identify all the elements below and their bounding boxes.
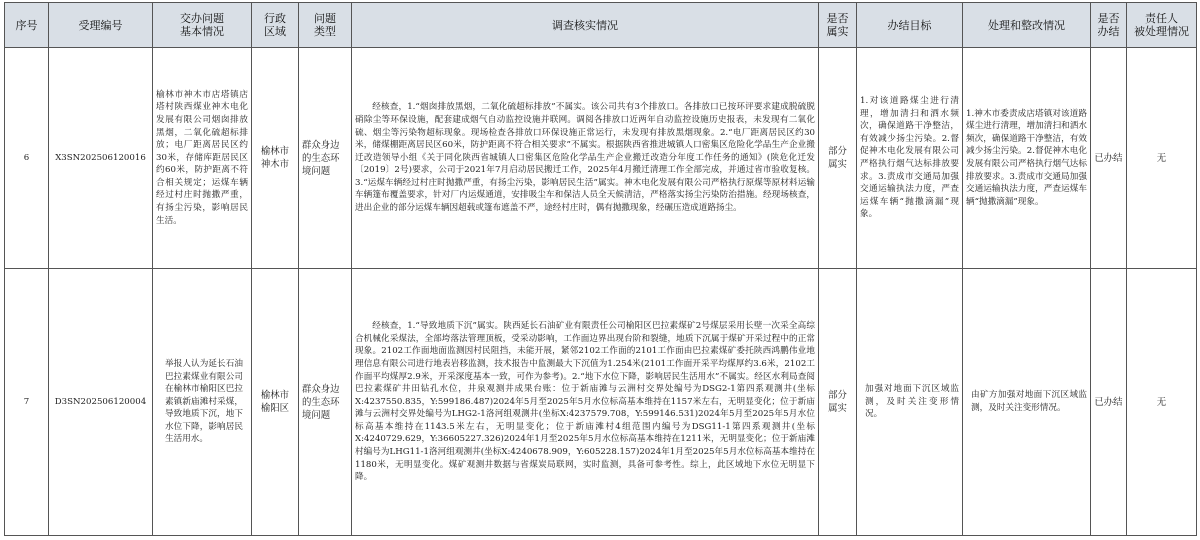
cell-issue: 举报人认为延长石油巴拉素煤业有限公司在榆林市榆阳区巴拉素镇新庙滩村采煤，导致地质下沉，地下水位下降，影响居民生活用水。 bbox=[153, 269, 252, 536]
cell-done: 已办结 bbox=[1091, 269, 1127, 536]
cell-done: 已办结 bbox=[1091, 48, 1127, 269]
header-type: 问题 类型 bbox=[299, 3, 352, 48]
verify-text: 经核查，1.“烟囱排放黑烟，二氧化硫超标排放”不属实。该公司共有3个排放口。各排放口已按环评要求建成脱硫脱硝除尘等环保设施，配套建成烟气自动监控设施并联网。调阅各排放口近两年自动监控设施历史报表，未发现有二氧化硫、烟尘等污染物超标现象。现场检查各排放口环保设施正常运行，未发现有排放黑烟现象。2.“电厂距离居民区约30米，储煤棚距离居民区60米，防护距离不符合相关要求”不属实。根据陕西省推进城镇人口密集区危险化学品生产企业搬迁改造领导小组《关于同化陕西省城镇人口密集区危险化学品生产企业搬迁改造分年度工作任务的通知》(陕危化迁发〔2019〕2号)要求，公司于2021年7月启动居民搬迁工作，2025年4月搬迁清理工作全部完成，并通过省市验收复核。3.“运煤车辆经过村庄时抛撒严重，有扬尘污染，影响居民生活”属实。神木电化发展有限公司严格执行原煤等原材料运输车辆篷布覆盖要求，针对厂内运煤通道，安排吸尘车和保洁人员全天候清洁，严格落实扬尘污染防治措施。经现场核查，进出企业的部分运煤车辆因超载或篷布遮盖不严，途经村庄时，偶有抛撒现象，经碾压造成道路扬尘。 bbox=[355, 102, 815, 214]
verify-text: 经核查，1.“导致地质下沉”属实。陕西延长石油矿业有限责任公司榆阳区巴拉素煤矿2号煤层采用长壁一次采全高综合机械化采煤法，全部垮落法管理顶板，受采动影响，工作面边界出现台阶和裂缝，地质下沉属于煤矿开采过程中的正常现象。2102工作面地面监测因村民阻挡，未能开展，紧邻2102工作面的2101工作面由巴拉素煤矿委托陕西鸿鹏伟业地理信息有限公司进行地表岩移监测，技术报告中监测最大下沉值为1.254米(2101工作面开采平均煤厚约3.6米，2102工作面平均煤厚2.9米，开采深度基本一致，可作为参考)。2.“地下水位下降，影响居民生活用水”不属实。经区水利局查阅巴拉素煤矿井田钻孔水位，井泉观测井成果台账：位于新庙滩与云洲村交界处编号为DSG2-1第四系观测井(坐标X:4237550.835，Y:599186.487)2024年5月至2025年5月水位标高基本维持在1157米左右，无明显变化；位于新庙滩与云洲村交界处编号为LHG2-1洛河组观测井(坐标X:4237579.708，Y:599146.531)2024年5月至2025年5月水位标高基本维持在1143.5米左右，无明显变化；位于新庙滩村4组范围内编号为DSG11-1第四系观测井(坐标X:4240729.629，Y:36605227.326)2024年1月至2025年5月水位标高基本维持在1211米，无明显变化；位于新庙滩村编号为LHG11-1洛河组观测井(坐标X:4240678.909，Y:605228.157)2024年1月至2025年5月水位标高基本维持在1180米，无明显变化。煤矿观测井数据与省煤炭局联网，实时监测，具备可参考性。综上，此区域地下水位无明显下降。 bbox=[355, 321, 815, 483]
cell-handling: 由矿方加强对地面下沉区域监测，及时关注变形情况。 bbox=[963, 269, 1091, 536]
cell-responsible: 无 bbox=[1127, 269, 1197, 536]
cell-accept-no: X3SN202506120016 bbox=[49, 48, 153, 269]
cell-verify bbox=[352, 48, 819, 269]
header-handling: 处理和整改情况 bbox=[963, 3, 1091, 48]
header-accept-no: 受理编号 bbox=[49, 3, 153, 48]
header-seq: 序号 bbox=[5, 3, 49, 48]
cell-goal: 加强对地面下沉区域监测，及时关注变形情况。 bbox=[857, 269, 963, 536]
header-issue: 交办问题 基本情况 bbox=[153, 3, 252, 48]
cell-goal: 1.对该道路煤尘进行清理，增加清扫和洒水频次，确保道路干净整洁，有效减少扬尘污染。2.督促神木电化发展有限公司严格执行烟气达标排放要求。3.责成市交通局加强交通运输执法力度，严查运煤车辆“抛撒滴漏”现象。 bbox=[857, 48, 963, 269]
cell-issue: 榆林市神木市店塔镇店塔村陕西煤业神木电化发展有限公司烟囱排放黑烟，二氧化硫超标排放；电厂距离居民区约30米，存储库距居民区约60米，防护距离不符合相关规定；运煤车辆经过村庄时抛撒严重，有扬尘污染，影响居民生活。 bbox=[153, 48, 252, 269]
cell-region: 榆林市 榆阳区 bbox=[252, 269, 299, 536]
cell-is-true: 部分 属实 bbox=[819, 48, 857, 269]
cell-is-true: 部分 属实 bbox=[819, 269, 857, 536]
header-region: 行政 区域 bbox=[252, 3, 299, 48]
header-goal: 办结目标 bbox=[857, 3, 963, 48]
cell-handling: 1.神木市委责成店塔镇对该道路煤尘进行清理，增加清扫和洒水频次，确保道路干净整洁，有效减少扬尘污染。2.督促神木电化发展有限公司严格执行烟气达标排放要求。3.责成市交通局加强交通运输执法力度，严查运煤车辆“抛撒滴漏”现象。 bbox=[963, 48, 1091, 269]
cell-verify bbox=[352, 269, 819, 536]
table-row bbox=[5, 48, 1197, 269]
header-responsible: 责任人 被处理情况 bbox=[1127, 3, 1197, 48]
header-verify: 调查核实情况 bbox=[352, 3, 819, 48]
inspection-table bbox=[4, 2, 1197, 536]
header-done: 是否 办结 bbox=[1091, 3, 1127, 48]
cell-seq: 6 bbox=[5, 48, 49, 269]
cell-responsible: 无 bbox=[1127, 48, 1197, 269]
table-row bbox=[5, 269, 1197, 536]
cell-type: 群众身边的生态环境问题 bbox=[299, 269, 352, 536]
cell-seq: 7 bbox=[5, 269, 49, 536]
cell-region: 榆林市 神木市 bbox=[252, 48, 299, 269]
header-row bbox=[5, 3, 1197, 48]
cell-type: 群众身边的生态环境问题 bbox=[299, 48, 352, 269]
cell-accept-no: D3SN202506120004 bbox=[49, 269, 153, 536]
header-is-true: 是否 属实 bbox=[819, 3, 857, 48]
